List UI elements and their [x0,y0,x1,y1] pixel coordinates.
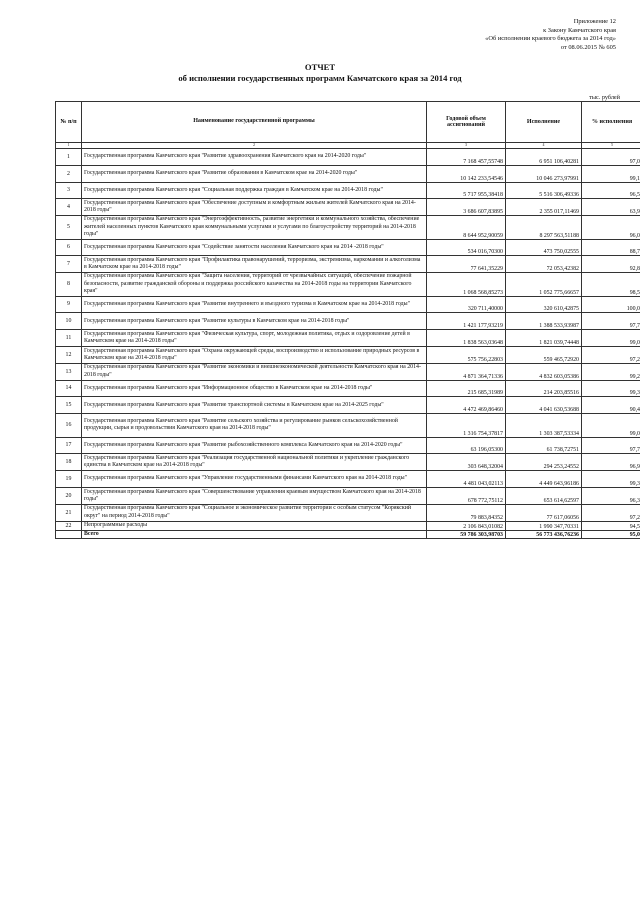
plan-amount: 2 106 843,01082 [427,521,506,530]
plan-amount: 7 168 457,55748 [427,149,506,166]
report-table [55,101,640,539]
total-pct: 95,0 [582,530,640,538]
program-name: Государственная программа Камчатского края "Обеспечение доступным и комфортным жильем жителей Камчатского края на 2014-2018 годы" [82,199,427,216]
appendix-line: «Об исполнении краевого бюджета за 2014 год» [485,35,616,43]
program-name: Государственная программа Камчатского края "Энергоэффективность, развитие энергетики и коммунального хозяйства, обеспечение жителей населенных пунктов Камчатского края коммунальными услугами и услугами по благоустройству территорий на 2014-2018 годы" [82,216,427,239]
plan-amount: 5 717 955,38418 [427,182,506,199]
row-number: 22 [56,521,82,530]
exec-percent: 92,8 [582,256,640,273]
report-title [0,62,640,84]
exec-amount: 653 614,62597 [506,487,582,504]
total-label: Всего [82,530,427,538]
table-row [56,521,640,530]
program-name: Государственная программа Камчатского края "Развитие рыбохозяйственного комплекса Камчатского края на 2014-2020 годы" [82,437,427,454]
plan-amount: 1 421 177,93219 [427,313,506,330]
table-row [56,504,640,521]
row-number: 15 [56,397,82,414]
header-name: Наименование государственной программы [82,102,427,143]
index-cell: 2 [82,143,427,149]
program-name: Государственная программа Камчатского края "Физическая культура, спорт, молодежная политика, отдых и оздоровление детей в Камчатском крае на 2014-2018 годы" [82,330,427,347]
exec-amount: 72 053,42382 [506,256,582,273]
header-exec: Исполнение [506,102,582,143]
exec-percent: 98,5 [582,273,640,296]
row-number: 9 [56,296,82,313]
program-name: Государственная программа Камчатского края "Социальная поддержка граждан в Камчатском крае на 2014-2018 годы" [82,182,427,199]
table-row [56,182,640,199]
header-plan: Годовой объем ассигнований [427,102,506,143]
exec-amount: 61 738,72751 [506,437,582,454]
total-row [56,530,640,538]
exec-percent: 94,5 [582,521,640,530]
index-cell: 4 [506,143,582,149]
index-cell: 3 [427,143,506,149]
appendix-line: Приложение 12 [573,18,616,25]
exec-amount: 2 355 017,11469 [506,199,582,216]
table-row [56,454,640,471]
total-plan: 59 786 303,98703 [427,530,506,538]
plan-amount: 10 142 233,54546 [427,165,506,182]
program-name: Непрограммные расходы [82,521,427,530]
exec-amount: 1 821 039,74448 [506,330,582,347]
appendix-line: от 08.06.2015 № 605 [560,43,616,51]
exec-amount: 320 610,42875 [506,296,582,313]
exec-percent: 99,0 [582,330,640,347]
table-row [56,216,640,239]
table-row [56,363,640,380]
table-body [56,149,640,531]
plan-amount: 8 644 952,90059 [427,216,506,239]
program-name: Государственная программа Камчатского края "Содействие занятости населения Камчатского края на 2014 -2018 годы" [82,239,427,256]
table-row [56,437,640,454]
program-name: Государственная программа Камчатского края "Профилактика правонарушений, терроризма, экстремизма, наркомании и алкоголизма в Камчатском крае на 2014-2018 годы" [82,256,427,273]
row-number: 8 [56,273,82,296]
exec-percent: 96,9 [582,454,640,471]
exec-amount: 1 303 387,53334 [506,414,582,437]
total-no-cell [56,530,82,538]
program-name: Государственная программа Камчатского края "Защита населения, территорий от чрезвычайных ситуаций, обеспечение пожарной безопасности, развитие гражданской обороны и поддержка российского казачества на 2014-2018 годы на территории Камчатского края" [82,273,427,296]
exec-amount: 6 951 106,40281 [506,149,582,166]
plan-amount: 575 756,22803 [427,346,506,363]
exec-amount: 4 449 643,96186 [506,471,582,488]
row-number: 20 [56,487,82,504]
row-number: 19 [56,471,82,488]
header-pct: % исполнения [582,102,640,143]
exec-percent: 96,0 [582,216,640,239]
plan-amount: 534 016,70300 [427,239,506,256]
plan-amount: 303 648,32004 [427,454,506,471]
exec-amount: 8 297 563,51188 [506,216,582,239]
exec-percent: 99,0 [582,414,640,437]
table-row [56,149,640,166]
row-number: 4 [56,199,82,216]
row-number: 6 [56,239,82,256]
exec-amount: 10 046 273,97991 [506,165,582,182]
program-name: Государственная программа Камчатского края "Развитие внутреннего и въездного туризма в Камчатском крае на 2014-2018 годы" [82,296,427,313]
appendix-block [485,18,616,52]
header-no: № п/п [56,102,82,143]
header-row [56,102,640,143]
table-row [56,414,640,437]
index-cell: 5 [582,143,640,149]
program-name: Государственная программа Камчатского края "Развитие образования в Камчатском крае на 2014-2020 годы" [82,165,427,182]
row-number: 16 [56,414,82,437]
row-number: 14 [56,380,82,397]
row-number: 13 [56,363,82,380]
row-number: 5 [56,216,82,239]
report-subtitle-line: об исполнении государственных программ Камчатского края за 2014 год [178,73,462,83]
program-name: Государственная программа Камчатского края "Охрана окружающей среды, воспроизводство и использование природных ресурсов в Камчатском крае на 2014-2018 годы" [82,346,427,363]
table-row [56,256,640,273]
index-cell: 1 [56,143,82,149]
exec-percent: 97,2 [582,504,640,521]
exec-amount: 473 750,02555 [506,239,582,256]
exec-percent: 97,7 [582,437,640,454]
report-title-line: ОТЧЕТ [304,62,336,72]
program-name: Государственная программа Камчатского края "Развитие экономики и внешнеэкономической деятельности Камчатского края на 2014-2018 годы" [82,363,427,380]
total-exec: 56 773 436,76236 [506,530,582,538]
exec-percent: 99,1 [582,165,640,182]
exec-percent: 90,4 [582,397,640,414]
program-name: Государственная программа Камчатского края "Развитие здравоохранения Камчатского края на 2014-2020 годы" [82,149,427,166]
plan-amount: 4 481 043,02113 [427,471,506,488]
plan-amount: 4 472 469,86460 [427,397,506,414]
table-row [56,313,640,330]
exec-amount: 5 516 306,49336 [506,182,582,199]
exec-percent: 99,3 [582,380,640,397]
plan-amount: 1 316 754,37817 [427,414,506,437]
program-name: Государственная программа Камчатского края "Информационное общество в Камчатском крае на 2014-2018 годы" [82,380,427,397]
row-number: 3 [56,182,82,199]
exec-amount: 77 617,06056 [506,504,582,521]
table-row [56,165,640,182]
row-number: 1 [56,149,82,166]
table-row [56,273,640,296]
table-row [56,471,640,488]
table-row [56,397,640,414]
plan-amount: 1 838 563,03648 [427,330,506,347]
exec-amount: 1 990 347,70331 [506,521,582,530]
plan-amount: 3 686 607,83895 [427,199,506,216]
program-name: Государственная программа Камчатского края "Развитие транспортной системы в Камчатском крае на 2014-2025 годы" [82,397,427,414]
exec-amount: 4 832 603,05386 [506,363,582,380]
exec-percent: 63,9 [582,199,640,216]
table-row [56,199,640,216]
row-number: 10 [56,313,82,330]
exec-amount: 214 203,85516 [506,380,582,397]
exec-percent: 96,5 [582,182,640,199]
exec-percent: 100,0 [582,296,640,313]
row-number: 7 [56,256,82,273]
program-name: Государственная программа Камчатского края "Совершенствование управления краевым имуществом Камчатского края на 2014-2018 годы" [82,487,427,504]
table-row [56,239,640,256]
exec-amount: 294 253,24552 [506,454,582,471]
exec-percent: 97,2 [582,346,640,363]
exec-percent: 99,2 [582,363,640,380]
table-row [56,487,640,504]
plan-amount: 77 641,35229 [427,256,506,273]
units-label: тыс. рублей [589,94,620,101]
plan-amount: 1 068 568,85273 [427,273,506,296]
program-name: Государственная программа Камчатского края "Развитие культуры в Камчатском крае на 2014-2018 годы" [82,313,427,330]
exec-amount: 1 052 775,66657 [506,273,582,296]
plan-amount: 215 685,31989 [427,380,506,397]
plan-amount: 79 883,84352 [427,504,506,521]
exec-percent: 97,7 [582,313,640,330]
program-name: Государственная программа Камчатского края "Реализация государственной национальной политики и укрепление гражданского единства в Камчатском крае на 2014-2018 годы" [82,454,427,471]
row-number: 11 [56,330,82,347]
plan-amount: 63 196,05300 [427,437,506,454]
program-name: Государственная программа Камчатского края "Управление государственными финансами Камчатского края на 2014-2018 годы" [82,471,427,488]
row-number: 21 [56,504,82,521]
plan-amount: 678 772,75112 [427,487,506,504]
plan-amount: 4 871 364,71336 [427,363,506,380]
exec-amount: 4 041 630,53688 [506,397,582,414]
row-number: 2 [56,165,82,182]
row-number: 18 [56,454,82,471]
exec-percent: 99,3 [582,471,640,488]
table-row [56,346,640,363]
exec-percent: 88,7 [582,239,640,256]
table-row [56,296,640,313]
program-name: Государственная программа Камчатского края "Социальное и экономическое развитие территории с особым статусом "Корякский округ" на период 2014-2018 годы" [82,504,427,521]
exec-amount: 1 388 533,93987 [506,313,582,330]
exec-percent: 97,0 [582,149,640,166]
appendix-line: к Закону Камчатского края [543,26,616,34]
row-number: 12 [56,346,82,363]
table-row [56,330,640,347]
exec-percent: 96,3 [582,487,640,504]
exec-amount: 559 465,72920 [506,346,582,363]
program-name: Государственная программа Камчатского края "Развитие сельского хозяйства и регулирование рынков сельскохозяйственной продукции, сырья и продовольствия Камчатского края на 2014-2018 годы" [82,414,427,437]
plan-amount: 320 711,40000 [427,296,506,313]
table-row [56,380,640,397]
row-number: 17 [56,437,82,454]
